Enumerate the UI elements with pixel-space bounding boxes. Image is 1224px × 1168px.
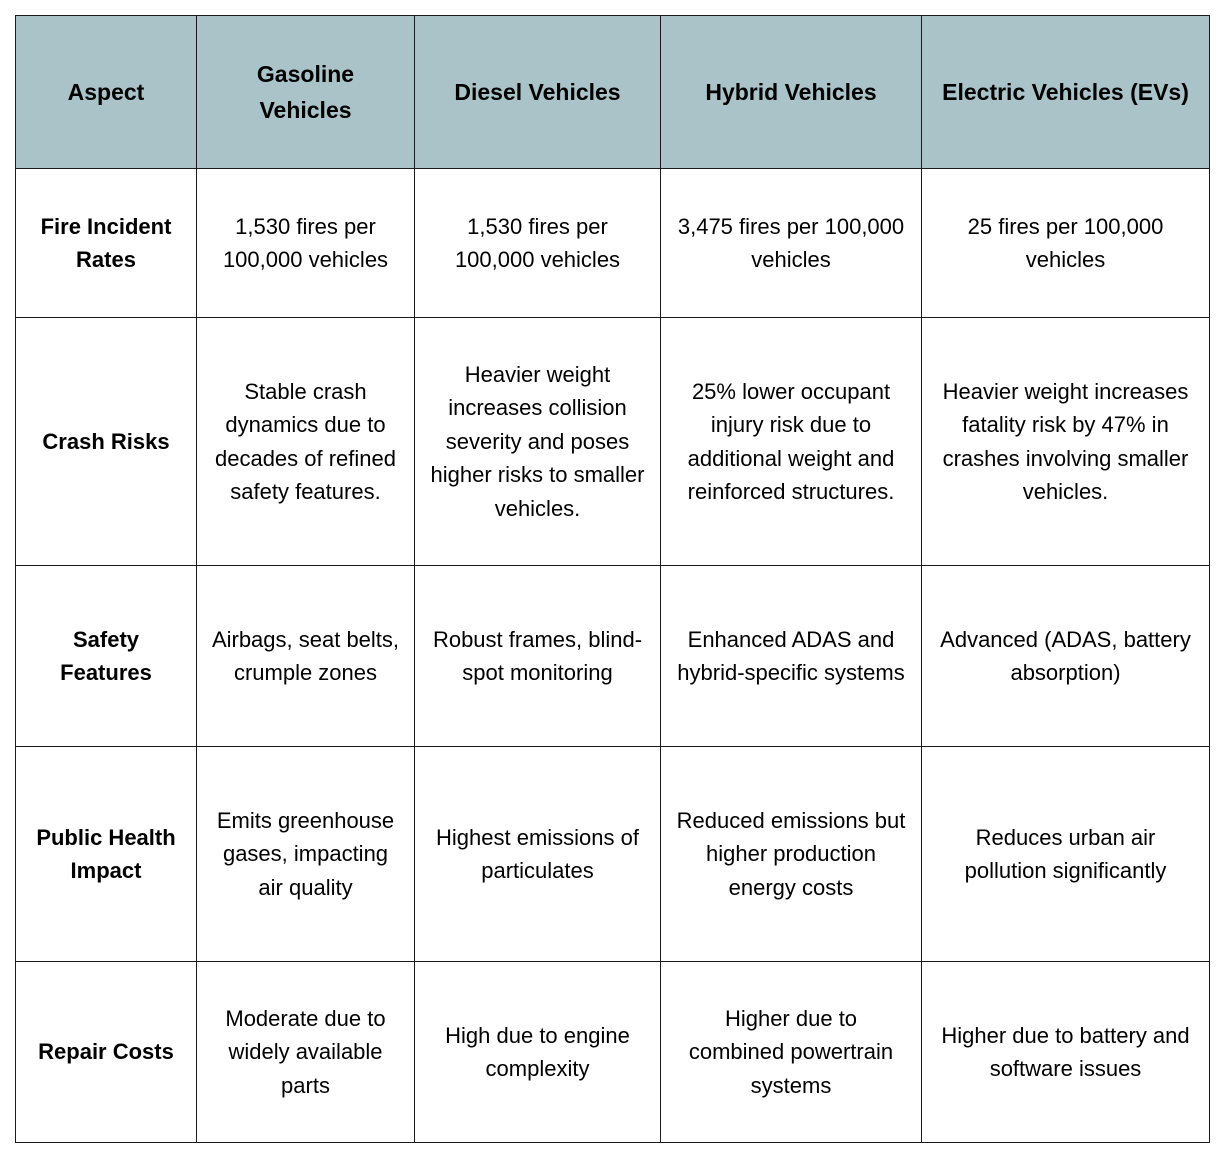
table-header [16,16,1210,169]
cell-electric: Reduces urban air pollution significantly [922,747,1210,962]
cell-gasoline: Moderate due to widely available parts [197,962,415,1143]
cell-electric: Heavier weight increases fatality risk by 47% in crashes involving smaller vehicles. [922,318,1210,566]
cell-diesel: High due to engine complexity [415,962,661,1143]
row-label-public-health-impact: Public Health Impact [16,747,197,962]
table-row [16,318,1210,566]
row-label-crash-risks: Crash Risks [16,318,197,566]
cell-diesel: Highest emissions of particulates [415,747,661,962]
cell-hybrid: 3,475 fires per 100,000 vehicles [661,169,922,318]
cell-gasoline: Stable crash dynamics due to decades of refined safety features. [197,318,415,566]
header-row [16,16,1210,169]
table-row [16,169,1210,318]
cell-electric: Advanced (ADAS, battery absorption) [922,566,1210,747]
header-hybrid: Hybrid Vehicles [661,16,922,169]
cell-gasoline: Emits greenhouse gases, impacting air quality [197,747,415,962]
cell-hybrid: Reduced emissions but higher production energy costs [661,747,922,962]
header-electric: Electric Vehicles (EVs) [922,16,1210,169]
table-row [16,962,1210,1143]
cell-diesel: Robust frames, blind-spot monitoring [415,566,661,747]
table-body [16,169,1210,1143]
cell-hybrid: Higher due to combined powertrain systems [661,962,922,1143]
cell-electric: Higher due to battery and software issues [922,962,1210,1143]
table-row [16,747,1210,962]
row-label-safety-features: Safety Features [16,566,197,747]
cell-electric: 25 fires per 100,000 vehicles [922,169,1210,318]
row-label-fire-incident-rates: Fire Incident Rates [16,169,197,318]
cell-gasoline: 1,530 fires per 100,000 vehicles [197,169,415,318]
header-aspect: Aspect [16,16,197,169]
table-row [16,566,1210,747]
header-gasoline: Gasoline Vehicles [197,16,415,169]
cell-gasoline: Airbags, seat belts, crumple zones [197,566,415,747]
cell-hybrid: 25% lower occupant injury risk due to additional weight and reinforced structures. [661,318,922,566]
cell-diesel: Heavier weight increases collision severity and poses higher risks to smaller vehicles. [415,318,661,566]
row-label-repair-costs: Repair Costs [16,962,197,1143]
comparison-table [15,15,1210,1143]
header-diesel: Diesel Vehicles [415,16,661,169]
cell-hybrid: Enhanced ADAS and hybrid-specific systems [661,566,922,747]
cell-diesel: 1,530 fires per 100,000 vehicles [415,169,661,318]
